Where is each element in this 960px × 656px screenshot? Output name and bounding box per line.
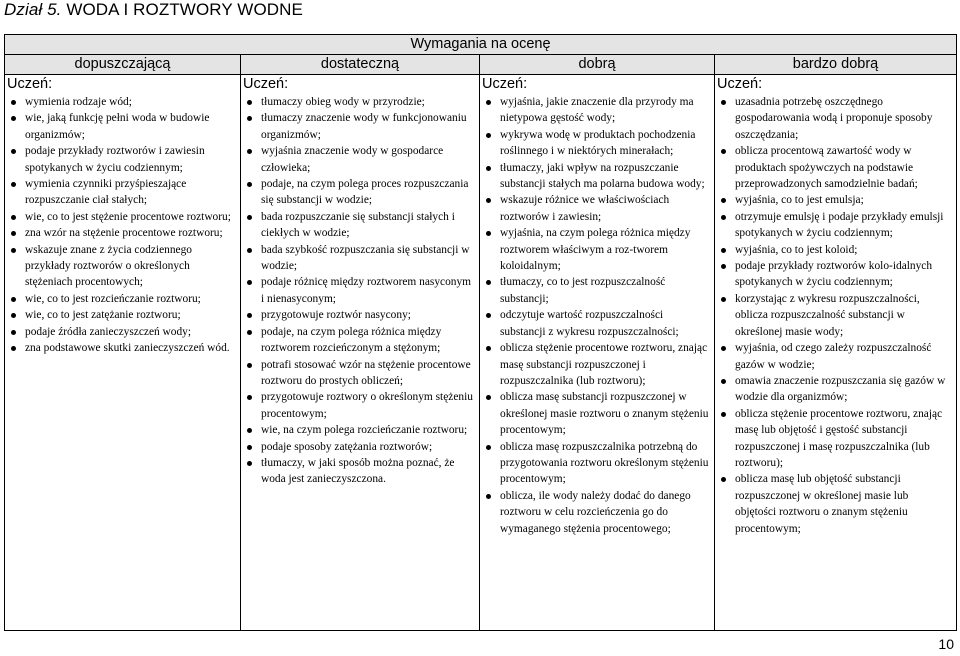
grade-header: dopuszczającą (5, 55, 241, 75)
list-item: potrafi stosować wzór na stężenie procentowe roztworu do prostych obliczeń; (261, 357, 475, 390)
list-item: uzasadnia potrzebę oszczędnego gospodarowania wodą i proponuje sposoby oszczędzania; (735, 94, 952, 143)
column-cell (715, 75, 957, 631)
list-item: wskazuje znane z życia codziennego przykłady roztworów o określonych stężeniach procentowych; (25, 242, 236, 291)
requirement-list (5, 94, 240, 357)
list-item: wyjaśnia, na czym polega różnica między roztworem właściwym a roz-tworem koloidalnym; (500, 225, 710, 274)
list-item: oblicza masę substancji rozpuszczonej w określonej masie roztworu o znanym stężeniu procentowym; (500, 389, 710, 438)
list-item: podaje źródła zanieczyszczeń wody; (25, 324, 236, 340)
list-item: tłumaczy znaczenie wody w funkcjonowaniu organizmów; (261, 110, 475, 143)
list-item: przygotowuje roztwory o określonym stężeniu procentowym; (261, 389, 475, 422)
list-item: oblicza masę rozpuszczalnika potrzebną do przygotowania roztworu określonym stężeniu procentowym; (500, 439, 710, 488)
list-item: tłumaczy, co to jest rozpuszczalność substancji; (500, 274, 710, 307)
list-item: wyjaśnia, od czego zależy rozpuszczalność gazów w wodzie; (735, 340, 952, 373)
list-item: wykrywa wodę w produktach pochodzenia roślinnego i w niektórych minerałach; (500, 127, 710, 160)
column-cell (480, 75, 715, 631)
list-item: tłumaczy, w jaki sposób można poznać, że woda jest zanieczyszczona. (261, 455, 475, 488)
list-item: wyjaśnia, co to jest koloid; (735, 242, 952, 258)
requirement-list (480, 94, 714, 537)
content-row (5, 75, 957, 631)
column-title: Uczeń: (482, 76, 528, 92)
requirement-list (715, 94, 956, 537)
list-item: podaje, na czym polega proces rozpuszczania się substancji w wodzie; (261, 176, 475, 209)
column-cell (241, 75, 480, 631)
grade-header: dostateczną (241, 55, 480, 75)
requirements-table (4, 34, 957, 631)
requirement-list (241, 94, 479, 488)
main-header-row (5, 35, 957, 55)
list-item: tłumaczy, jaki wpływ na rozpuszczanie substancji stałych ma polarna budowa wody; (500, 160, 710, 193)
list-item: omawia znaczenie rozpuszczania się gazów w wodzie dla organizmów; (735, 373, 952, 406)
grade-header: bardzo dobrą (715, 55, 957, 75)
list-item: podaje różnicę między roztworem nasyconym i nienasyconym; (261, 274, 475, 307)
list-item: wie, co to jest rozcieńczanie roztworu; (25, 291, 236, 307)
column-title: Uczeń: (243, 76, 289, 92)
list-item: oblicza masę lub objętość substancji rozpuszczonej w określonej masie lub objętości roztworu o znanym stężeniu procentowym; (735, 471, 952, 537)
main-header-cell: Wymagania na ocenę (5, 35, 957, 55)
list-item: otrzymuje emulsję i podaje przykłady emulsji spotykanych w życiu codziennym; (735, 209, 952, 242)
page-header (4, 0, 303, 20)
grades-row (5, 55, 957, 75)
list-item: korzystając z wykresu rozpuszczalności, oblicza rozpuszczalność substancji w określonej masie wody; (735, 291, 952, 340)
list-item: wskazuje różnice we właściwościach roztworów i zawiesin; (500, 192, 710, 225)
list-item: wyjaśnia, jakie znaczenie dla przyrody ma nietypowa gęstość wody; (500, 94, 710, 127)
section-label: Dział 5. (4, 0, 62, 19)
list-item: bada szybkość rozpuszczania się substancji w wodzie; (261, 242, 475, 275)
list-item: podaje przykłady roztworów i zawiesin spotykanych w życiu codziennym; (25, 143, 236, 176)
list-item: bada rozpuszczanie się substancji stałych i ciekłych w wodzie; (261, 209, 475, 242)
list-item: wymienia rodzaje wód; (25, 94, 236, 110)
list-item: wie, co to jest zatężanie roztworu; (25, 307, 236, 323)
list-item: tłumaczy obieg wody w przyrodzie; (261, 94, 475, 110)
column-cell (5, 75, 241, 631)
list-item: zna wzór na stężenie procentowe roztworu; (25, 225, 236, 241)
list-item: wyjaśnia, co to jest emulsja; (735, 192, 952, 208)
list-item: podaje przykłady roztworów kolo-idalnych spotykanych w życiu codziennym; (735, 258, 952, 291)
list-item: przygotowuje roztwór nasycony; (261, 307, 475, 323)
list-item: oblicza stężenie procentowe roztworu, znając masę substancji rozpuszczonej i rozpuszczalnika (lub roztworu); (500, 340, 710, 389)
list-item: wie, na czym polega rozcieńczanie roztworu; (261, 422, 475, 438)
list-item: wie, jaką funkcję pełni woda w budowie organizmów; (25, 110, 236, 143)
list-item: oblicza, ile wody należy dodać do danego roztworu w celu rozcieńczenia go do wymaganego stężenia procentowego; (500, 488, 710, 537)
column-title: Uczeń: (717, 76, 763, 92)
list-item: odczytuje wartość rozpuszczalności substancji z wykresu rozpuszczalności; (500, 307, 710, 340)
list-item: oblicza stężenie procentowe roztworu, znając masę lub objętość i gęstość substancji rozpuszczonej i masę rozpuszczalnika (lub roztworu); (735, 406, 952, 472)
list-item: oblicza procentową zawartość wody w produktach spożywczych na podstawie przeprowadzonych samodzielnie badań; (735, 143, 952, 192)
page-number: 10 (938, 636, 954, 652)
list-item: wie, co to jest stężenie procentowe roztworu; (25, 209, 236, 225)
list-item: zna podstawowe skutki zanieczyszczeń wód. (25, 340, 236, 356)
column-title: Uczeń: (7, 76, 53, 92)
grade-header: dobrą (480, 55, 715, 75)
list-item: wymienia czynniki przyśpieszające rozpuszczanie ciał stałych; (25, 176, 236, 209)
list-item: wyjaśnia znaczenie wody w gospodarce człowieka; (261, 143, 475, 176)
list-item: podaje sposoby zatężania roztworów; (261, 439, 475, 455)
list-item: podaje, na czym polega różnica między roztworem rozcieńczonym a stężonym; (261, 324, 475, 357)
section-title: WODA I ROZTWORY WODNE (66, 0, 303, 19)
